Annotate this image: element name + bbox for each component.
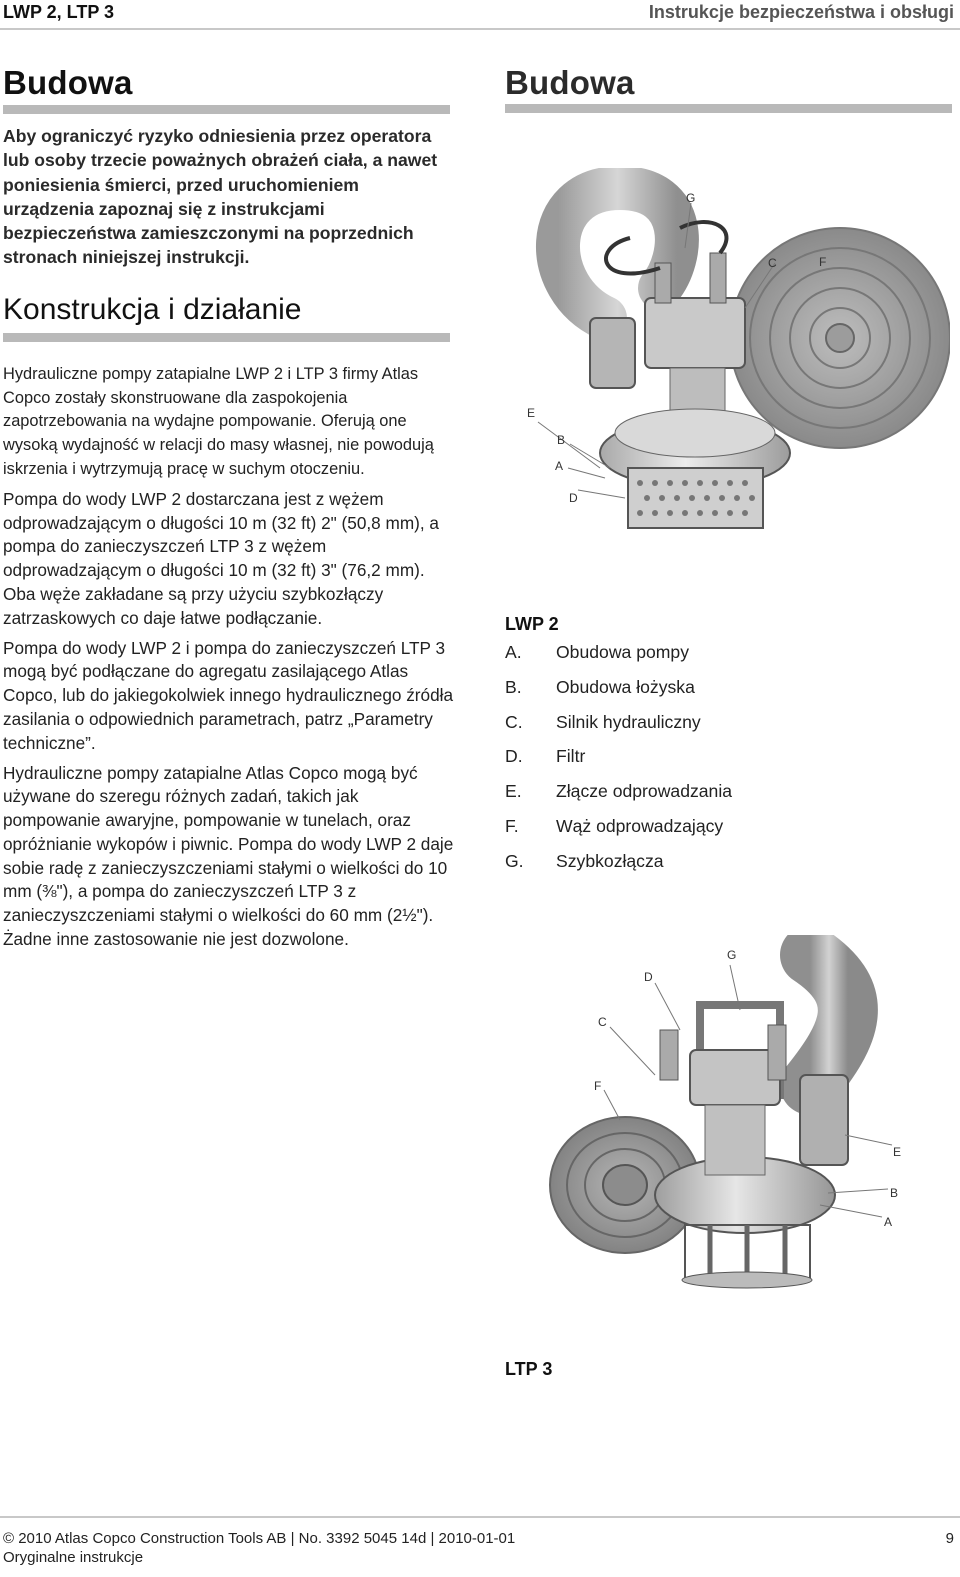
paragraph: Pompa do wody LWP 2 i pompa do zanieczyszczeń LTP 3 mogą być podłączane do agregatu zasilającego Atlas Copco, lub do jakiegokolwiek innego hydraulicznego źródła zasilania o odpowiednich parametrach, patrz „Parametry techniczne”.: [3, 637, 454, 753]
legend-key: C.: [505, 711, 523, 732]
legend-item: [505, 712, 945, 747]
lwp2-pump-illustration: [510, 168, 950, 568]
legend-text: Szybkozłącza: [556, 850, 664, 871]
parts-legend: [505, 642, 945, 886]
legend-text: Złącze odprowadzania: [556, 781, 733, 802]
page-number: 9: [945, 1530, 954, 1547]
legend-key: D.: [505, 746, 523, 767]
legend-item: [505, 851, 945, 886]
ltp3-pump-illustration: [510, 935, 950, 1295]
fig1-label-e: E: [527, 406, 536, 420]
fig2-label-b: B: [890, 1186, 899, 1200]
legend-text: Filtr: [556, 746, 586, 767]
header-doc-title: LWP 2, LTP 3: [3, 2, 115, 22]
hydraulic-motor: [690, 1050, 780, 1105]
legend-text: Silnik hydrauliczny: [556, 711, 701, 732]
footer-original-note: Oryginalne instrukcje: [3, 1549, 144, 1566]
fig1-label-g: G: [686, 191, 696, 205]
left-heading: Budowa: [3, 64, 133, 101]
legend-key: E.: [505, 781, 522, 802]
fig2-label-a: A: [884, 1215, 893, 1229]
paragraph: Hydrauliczne pompy zatapialne Atlas Copco mogą być używane do szeregu różnych zadań, takich jak pompowanie awaryjne, pompowanie w tunelach, oraz opróżnianie wykopów i piwnic. Pompa do wody LWP 2 daje sobie radę z zanieczyszczeniami stałymi o wielkości do 10 mm (⅜"), a pompa do zanieczyszczeń LTP 3 z zanieczyszczeniami stałymi o wielkości do 60 mm (2½"). Żadne inne zastosowanie nie jest dozwolone.: [3, 762, 454, 949]
legend-key: F.: [505, 815, 519, 836]
legend-item: [505, 781, 945, 816]
fig1-label-d: D: [569, 491, 578, 505]
construction-heading: Konstrukcja i działanie: [3, 293, 302, 326]
legend-item: [505, 677, 945, 712]
header-rule: [0, 28, 960, 30]
fig1-label-c: C: [768, 256, 777, 270]
hydraulic-motor: [645, 298, 745, 368]
fig2-label-f: F: [594, 1079, 602, 1093]
fig1-label-b: B: [557, 433, 566, 447]
safety-warning: Aby ograniczyć ryzyko odniesienia przez operatora lub osoby trzecie poważnych obrażeń ciała, a nawet poniesienia śmierci, przed uruchomieniem urządzenia zapoznaj się z instrukcjami bezpieczeństwa zamieszczonymi na poprzednich stronach niniejszej instrukcji.: [3, 126, 438, 268]
paragraph: Hydrauliczne pompy zatapialne LWP 2 i LTP 3 firmy Atlas Copco zostały skonstruowane dla zaspokojenia zapotrzebowania na wydajne pompowanie. Oferują one wysoką wydajność w relacji do masy własnej, nie powodują iskrzenia i wytrzymują pracę w suchym otoczeniu.: [3, 365, 434, 478]
fig1-label-f: F: [819, 255, 827, 269]
legend-text: Obudowa pompy: [556, 642, 690, 662]
ltp3-caption: LTP 3: [505, 1359, 553, 1379]
body-text: [3, 363, 455, 958]
fig2-label-d: D: [644, 970, 653, 984]
lwp2-caption: LWP 2: [505, 614, 559, 634]
legend-key: G.: [505, 850, 524, 871]
legend-item: [505, 816, 945, 851]
hose-loop: [810, 955, 848, 1085]
right-heading: Budowa: [505, 64, 635, 101]
right-heading-bar: [505, 104, 952, 113]
fig2-label-e: E: [893, 1145, 902, 1159]
legend-item: [505, 746, 945, 781]
legend-key: B.: [505, 676, 522, 697]
fig1-label-a: A: [555, 459, 564, 473]
construction-heading-bar: [3, 333, 450, 342]
legend-item: [505, 642, 945, 677]
legend-text: Wąż odprowadzający: [556, 815, 724, 836]
legend-key: A.: [505, 642, 522, 662]
paragraph: Pompa do wody LWP 2 dostarczana jest z wężem odprowadzającym o długości 10 m (32 ft) 2" (50,8 mm), a pompa do zanieczyszczeń LTP 3 z wężem odprowadzającym o długości 10 m (32 ft) 3" (76,2 mm). Oba węże zakładane są przy użyciu szybkozłączy zatrzaskowych co daje łatwe podłączanie.: [3, 489, 439, 628]
footer-rule: [0, 1516, 960, 1518]
footer-copyright: © 2010 Atlas Copco Construction Tools AB | No. 3392 5045 14d | 2010-01-01: [3, 1530, 516, 1547]
fig2-label-g: G: [727, 948, 737, 962]
header-section-title: Instrukcje bezpieczeństwa i obsługi: [648, 2, 954, 22]
fig2-label-c: C: [598, 1015, 607, 1029]
legend-text: Obudowa łożyska: [556, 676, 695, 697]
left-heading-bar: [3, 105, 450, 114]
